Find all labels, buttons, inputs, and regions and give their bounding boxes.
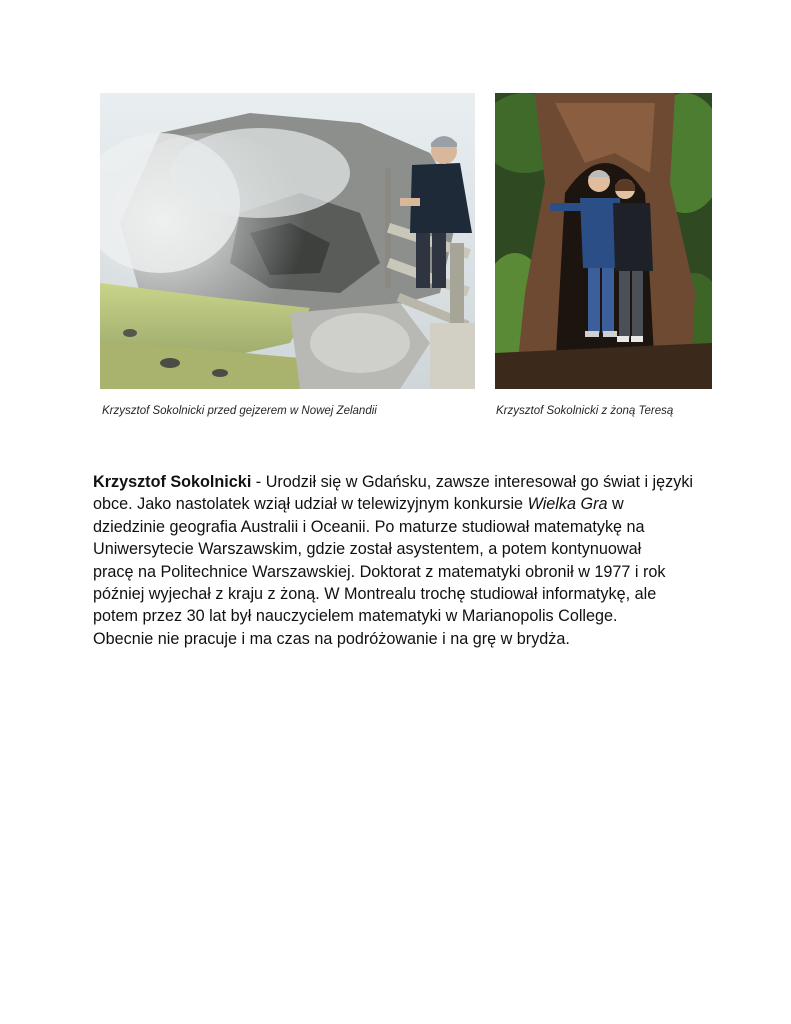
bio-line-1-text: - Urodził się w Gdańsku, zawsze interesował go świat i języki [251,473,694,491]
bio-line-4: Uniwersytecie Warszawskim, gdzie został asystentem, a potem kontynuował [93,540,642,559]
geyser-photo-caption: Krzysztof Sokolnicki przed gejzerem w Nowej Zelandii [102,405,377,417]
geyser-photo [100,93,475,389]
bio-line-1 [93,471,703,493]
bio-name: Krzysztof Sokolnicki [93,473,252,491]
geyser-photo-illustration [100,93,475,389]
bio-line-3: dziedzinie geografia Australii i Oceanii. Po maturze studiował matematykę na [93,517,645,536]
tree-photo-illustration [495,93,712,389]
bio-line-6: później wyjechał z kraju z żoną. W Montrealu trochę studiował informatykę, ale [93,585,657,604]
bio-line-7: potem przez 30 lat był nauczycielem matematyki w Marianopolis College. [93,607,618,626]
bio-line-2-text-b: w [607,495,624,514]
bio-line-5: pracę na Politechnice Warszawskiej. Doktorat z matematyki obronił w 1977 i rok [93,562,666,581]
bio-line-2-text-a: obce. Jako nastolatek wziął udział w telewizyjnym konkursie [93,495,528,514]
bio-show-title: Wielka Gra [527,495,608,514]
tree-photo [495,93,712,389]
biography-paragraph [93,471,703,650]
bio-line-2 [93,493,703,515]
tree-photo-caption: Krzysztof Sokolnicki z żoną Teresą [496,405,674,417]
bio-line-8: Obecnie nie pracuje i ma czas na podróżowanie i na grę w brydża. [93,629,570,648]
